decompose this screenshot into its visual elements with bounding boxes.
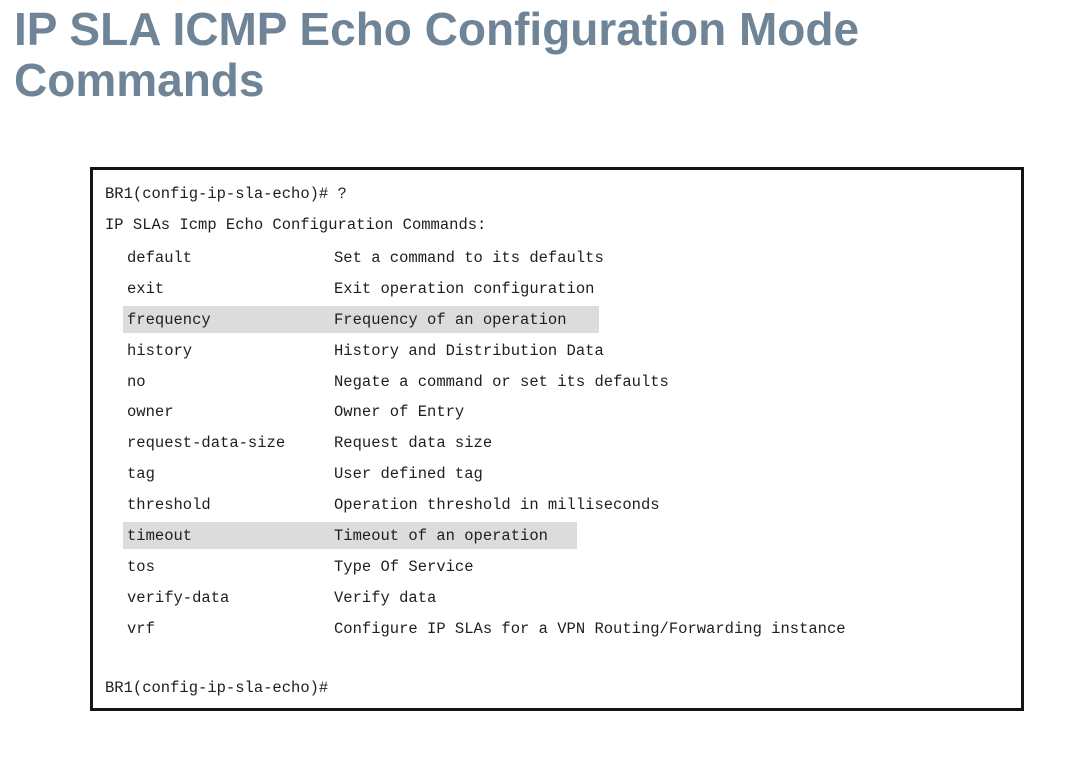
command-row-timeout <box>93 522 1021 553</box>
terminal-output-box <box>90 167 1024 711</box>
command-row-history <box>93 337 1021 368</box>
command-description: Set a command to its defaults <box>334 249 604 267</box>
command-row-default <box>93 244 1021 275</box>
command-name: vrf <box>127 619 155 638</box>
command-description: Verify data <box>334 588 437 607</box>
command-name: no <box>127 372 146 391</box>
command-list <box>93 244 1021 646</box>
command-name: owner <box>127 403 174 422</box>
command-row-request-data-size <box>93 429 1021 460</box>
command-description: Negate a command or set its defaults <box>334 372 669 391</box>
command-name: verify-data <box>127 588 230 607</box>
command-description: Request data size <box>334 434 493 453</box>
command-description: Exit operation configuration <box>334 279 595 298</box>
slide-title <box>14 4 1054 106</box>
command-row-owner <box>93 398 1021 429</box>
command-name: frequency <box>127 310 211 329</box>
commands-header: IP SLAs Icmp Echo Configuration Commands: <box>105 216 487 234</box>
command-name: tos <box>127 557 155 576</box>
prompt-top: BR1(config-ip-sla-echo)# ? <box>105 185 347 203</box>
command-name: timeout <box>127 527 193 546</box>
command-description: Type Of Service <box>334 557 474 576</box>
command-name: default <box>127 249 193 267</box>
slide-title-line-2: Commands <box>14 54 265 106</box>
command-name: exit <box>127 279 165 298</box>
command-description: User defined tag <box>334 465 483 484</box>
command-row-exit <box>93 275 1021 306</box>
command-name: history <box>127 341 193 360</box>
prompt-bottom: BR1(config-ip-sla-echo)# <box>105 679 329 697</box>
command-description: History and Distribution Data <box>334 341 604 360</box>
slide-title-line-1: IP SLA ICMP Echo Configuration Mode <box>14 3 860 55</box>
command-row-vrf <box>93 615 1021 646</box>
command-row-no <box>93 368 1021 399</box>
command-description: Timeout of an operation <box>334 527 548 546</box>
command-name: tag <box>127 465 155 484</box>
command-row-threshold <box>93 491 1021 522</box>
command-description: Owner of Entry <box>334 403 465 422</box>
command-row-verify-data <box>93 584 1021 615</box>
command-description: Frequency of an operation <box>334 310 567 329</box>
command-row-tag <box>93 460 1021 491</box>
command-description: Configure IP SLAs for a VPN Routing/Forwarding instance <box>334 619 846 638</box>
command-name: request-data-size <box>127 434 286 453</box>
command-row-frequency <box>93 306 1021 337</box>
command-description: Operation threshold in milliseconds <box>334 496 660 515</box>
command-row-tos <box>93 553 1021 584</box>
command-name: threshold <box>127 496 211 515</box>
